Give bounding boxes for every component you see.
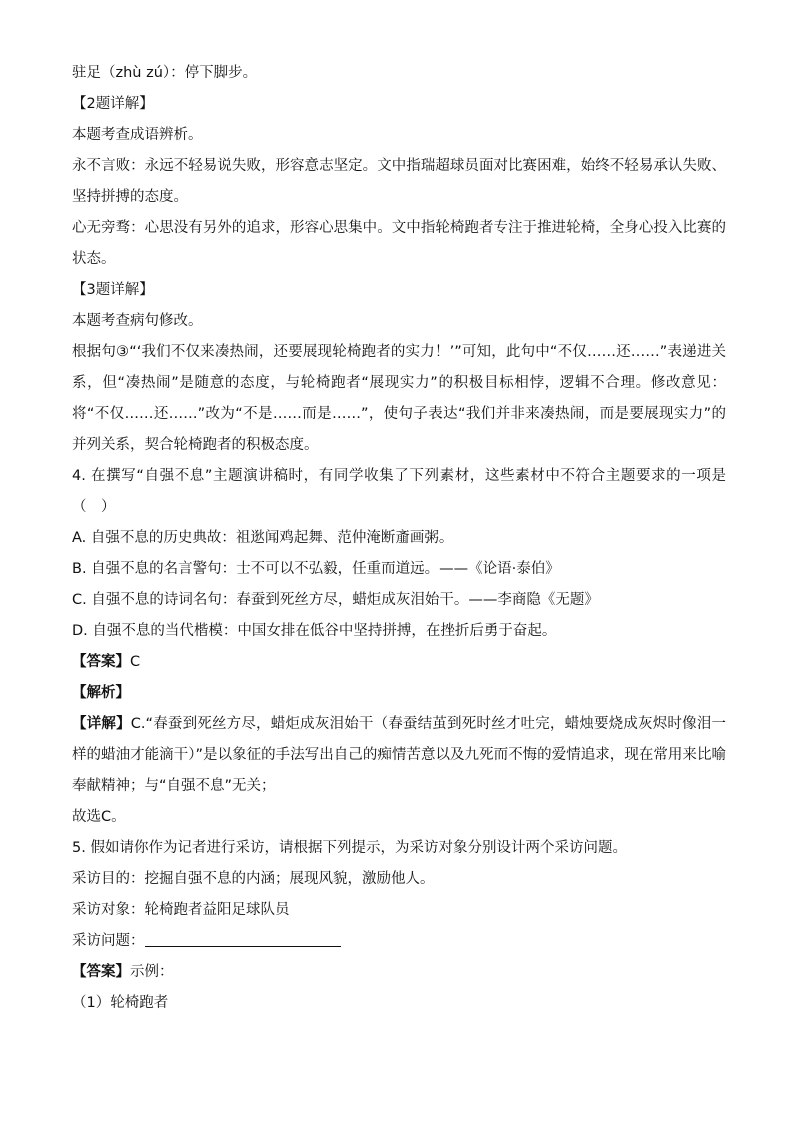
option-c: C. 自强不息的诗词名句：春蚕到死丝方尽，蜡炬成灰泪始干。——李商隐《无题》 [72, 592, 599, 608]
answer-5 [72, 957, 726, 988]
option-a: A. 自强不息的历史典故：祖逖闻鸡起舞、范仲淹断齑画粥。 [72, 530, 454, 546]
q3-topic: 本题考查病句修改。 [72, 313, 203, 329]
section-heading-q3: 【3题详解】 [72, 282, 154, 298]
choose-line: 故选C。 [72, 809, 126, 825]
detail-label: 【详解】 [72, 716, 131, 732]
analysis-label: 【解析】 [72, 685, 130, 701]
definition-line: 驻足（zhù zú）：停下脚步。 [72, 65, 258, 81]
answer-5-value: 示例： [130, 964, 174, 980]
document-page [72, 58, 726, 1019]
q3-explanation: 根据句③“‘我们不仅来凑热闹，还要展现轮椅跑者的实力！’”可知，此句中“不仅……还……”表递进关系，但“凑热闹”是随意的态度，与轮椅跑者“展现实力”的积极目标相悖，逻辑不合理。修改意见：将“不仅……还……”改为“不是……而是……”，使句子表达“我们并非来凑热闹，而是要展现实力”的并列关系，契合轮椅跑者的积极态度。 [72, 344, 726, 453]
section-heading-q2: 【2题详解】 [72, 96, 154, 112]
answer-label: 【答案】 [72, 654, 130, 670]
option-b: B. 自强不息的名言警句：士不可以不弘毅，任重而道远。——《论语·泰伯》 [72, 561, 560, 577]
question-5: 5. 假如请你作为记者进行采访，请根据下列提示，为采访对象分别设计两个采访问题。 [72, 840, 627, 856]
idiom-explanation-2: 心无旁骛：心思没有另外的追求，形容心思集中。文中指轮椅跑者专注于推进轮椅，全身心投入比赛的状态。 [72, 220, 726, 267]
interview-target: 采访对象：轮椅跑者益阳足球队员 [72, 902, 290, 918]
answer-5-label: 【答案】 [72, 964, 130, 980]
detail-text: C.“春蚕到死丝方尽，蜡炬成灰泪始干（春蚕结茧到死时丝才吐完，蜡烛要烧成灰烬时像泪一样的蜡油才能滴干）”是以象征的手法写出自己的痴情苦意以及九死而不悔的爱情追求，现在常用来比喻奉献精神；与“自强不息”无关； [72, 716, 727, 794]
answer-value: C [130, 654, 141, 670]
answer-4 [72, 647, 726, 678]
question-4: 4. 在撰写“自强不息”主题演讲稿时，有同学收集了下列素材，这些素材中不符合主题要求的一项是（ ） [72, 468, 726, 515]
interview-question-label: 采访问题： [72, 933, 145, 949]
detail-paragraph [72, 709, 726, 802]
interview-question [72, 926, 726, 957]
interview-purpose: 采访目的：挖掘自强不息的内涵；展现风貌，激励他人。 [72, 871, 435, 887]
idiom-explanation-1: 永不言败：永远不轻易说失败，形容意志坚定。文中指瑞超球员面对比赛困难，始终不轻易承认失败、坚持拼搏的态度。 [72, 158, 726, 205]
option-d: D. 自强不息的当代楷模：中国女排在低谷中坚持拼搏，在挫折后勇于奋起。 [72, 623, 557, 639]
answer-blank [145, 934, 341, 947]
q2-topic: 本题考查成语辨析。 [72, 127, 203, 143]
example-1: （1）轮椅跑者 [72, 995, 169, 1011]
